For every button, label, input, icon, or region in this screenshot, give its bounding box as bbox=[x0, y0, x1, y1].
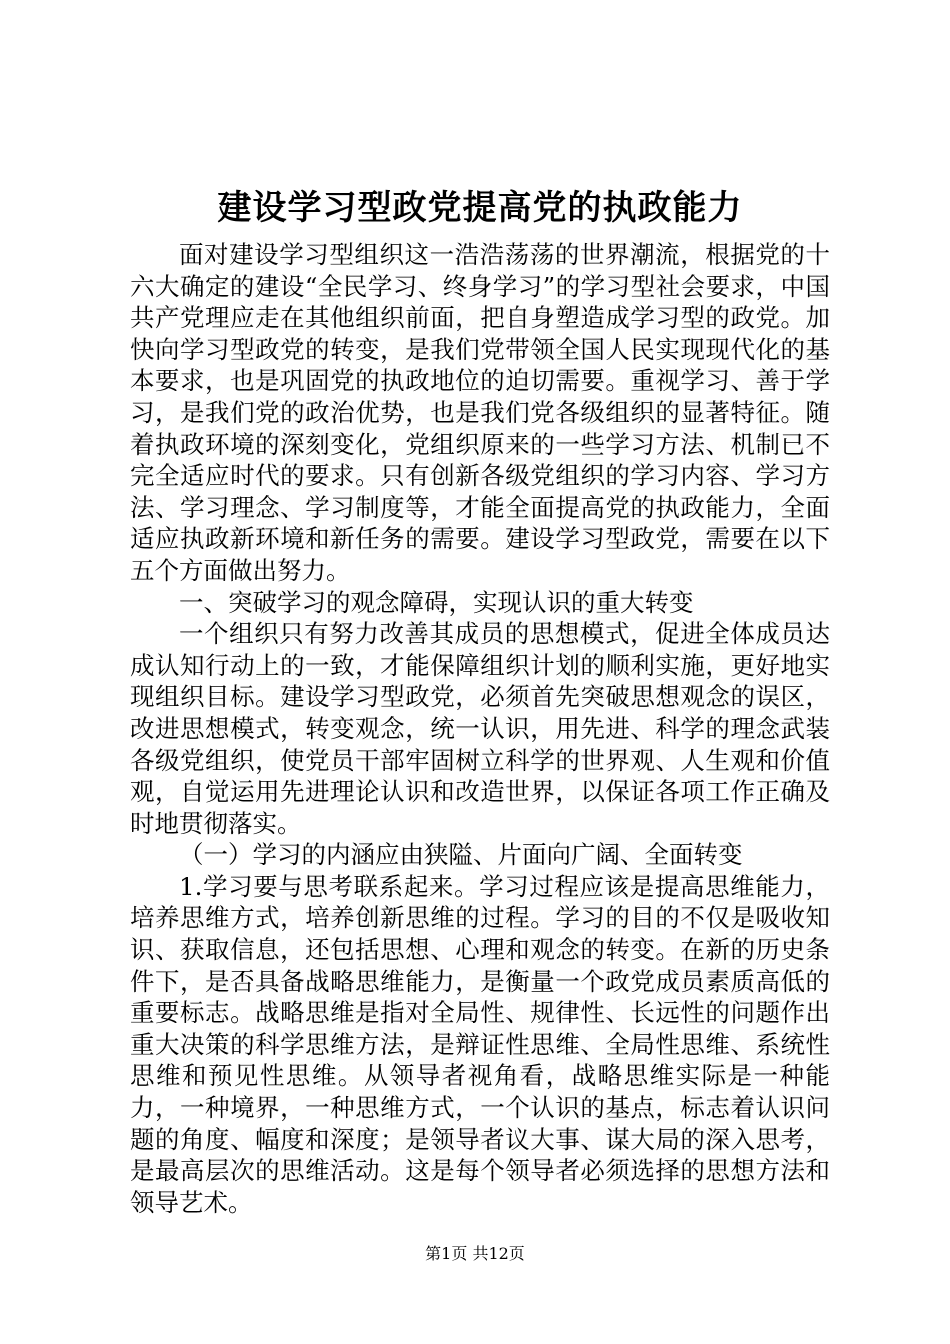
page-number-footer: 第1页 共12页 bbox=[425, 1244, 525, 1263]
section-heading-1: 一、突破学习的观念障碍，实现认识的重大转变 bbox=[179, 587, 694, 617]
subsection-heading-1: （一）学习的内涵应由狭隘、片面向广阔、全面转变 bbox=[179, 840, 743, 870]
document-title: 建设学习型政党提高党的执政能力 bbox=[217, 188, 743, 228]
paragraph-intro: 面对建设学习型组织这一浩浩荡荡的世界潮流，根据党的十六大确定的建设“全民学习、终身学习”的学习型社会要求，中国共产党理应走在其他组织前面，把自身塑造成学习型的政党。加快向学习型政党的转变，是我们党带领全国人民实现现代化的基本要求，也是巩固党的执政地位的迫切需要。重视学习、善于学习，是我们党的政治优势，也是我们党各级组织的显著特征。随着执政环境的深刻变化，党组织原来的一些学习方法、机制已不完全适应时代的要求。只有创新各级党组织的学习内容、学习方法、学习理念、学习制度等，才能全面提高党的执政能力，全面适应执政新环境和新任务的需要。建设学习型政党，需要在以下五个方面做出努力。 bbox=[130, 240, 830, 585]
paragraph-section-1: 一个组织只有努力改善其成员的思想模式，促进全体成员达成认知行动上的一致，才能保障组织计划的顺利实施，更好地实现组织目标。建设学习型政党，必须首先突破思想观念的误区，改进思想模式，转变观念，统一认识，用先进、科学的理念武装各级党组织，使党员干部牢固树立科学的世界观、人生观和价值观，自觉运用先进理论认识和改造世界，以保证各项工作正确及时地贯彻落实。 bbox=[130, 619, 830, 838]
document-page bbox=[130, 185, 830, 1218]
paragraph-point-1: 1.学习要与思考联系起来。学习过程应该是提高思维能力，培养思维方式，培养创新思维的过程。学习的目的不仅是吸收知识、获取信息，还包括思想、心理和观念的转变。在新的历史条件下，是否具备战略思维能力，是衡量一个政党成员素质高低的重要标志。战略思维是指对全局性、规律性、长远性的问题作出重大决策的科学思维方法，是辩证性思维、全局性思维、系统性思维和预见性思维。从领导者视角看，战略思维实际是一种能力，一种境界，一种思维方式，一个认识的基点，标志着认识问题的角度、幅度和深度；是领导者议大事、谋大局的深入思考，是最高层次的思维活动。这是每个领导者必须选择的思想方法和领导艺术。 bbox=[130, 871, 830, 1217]
